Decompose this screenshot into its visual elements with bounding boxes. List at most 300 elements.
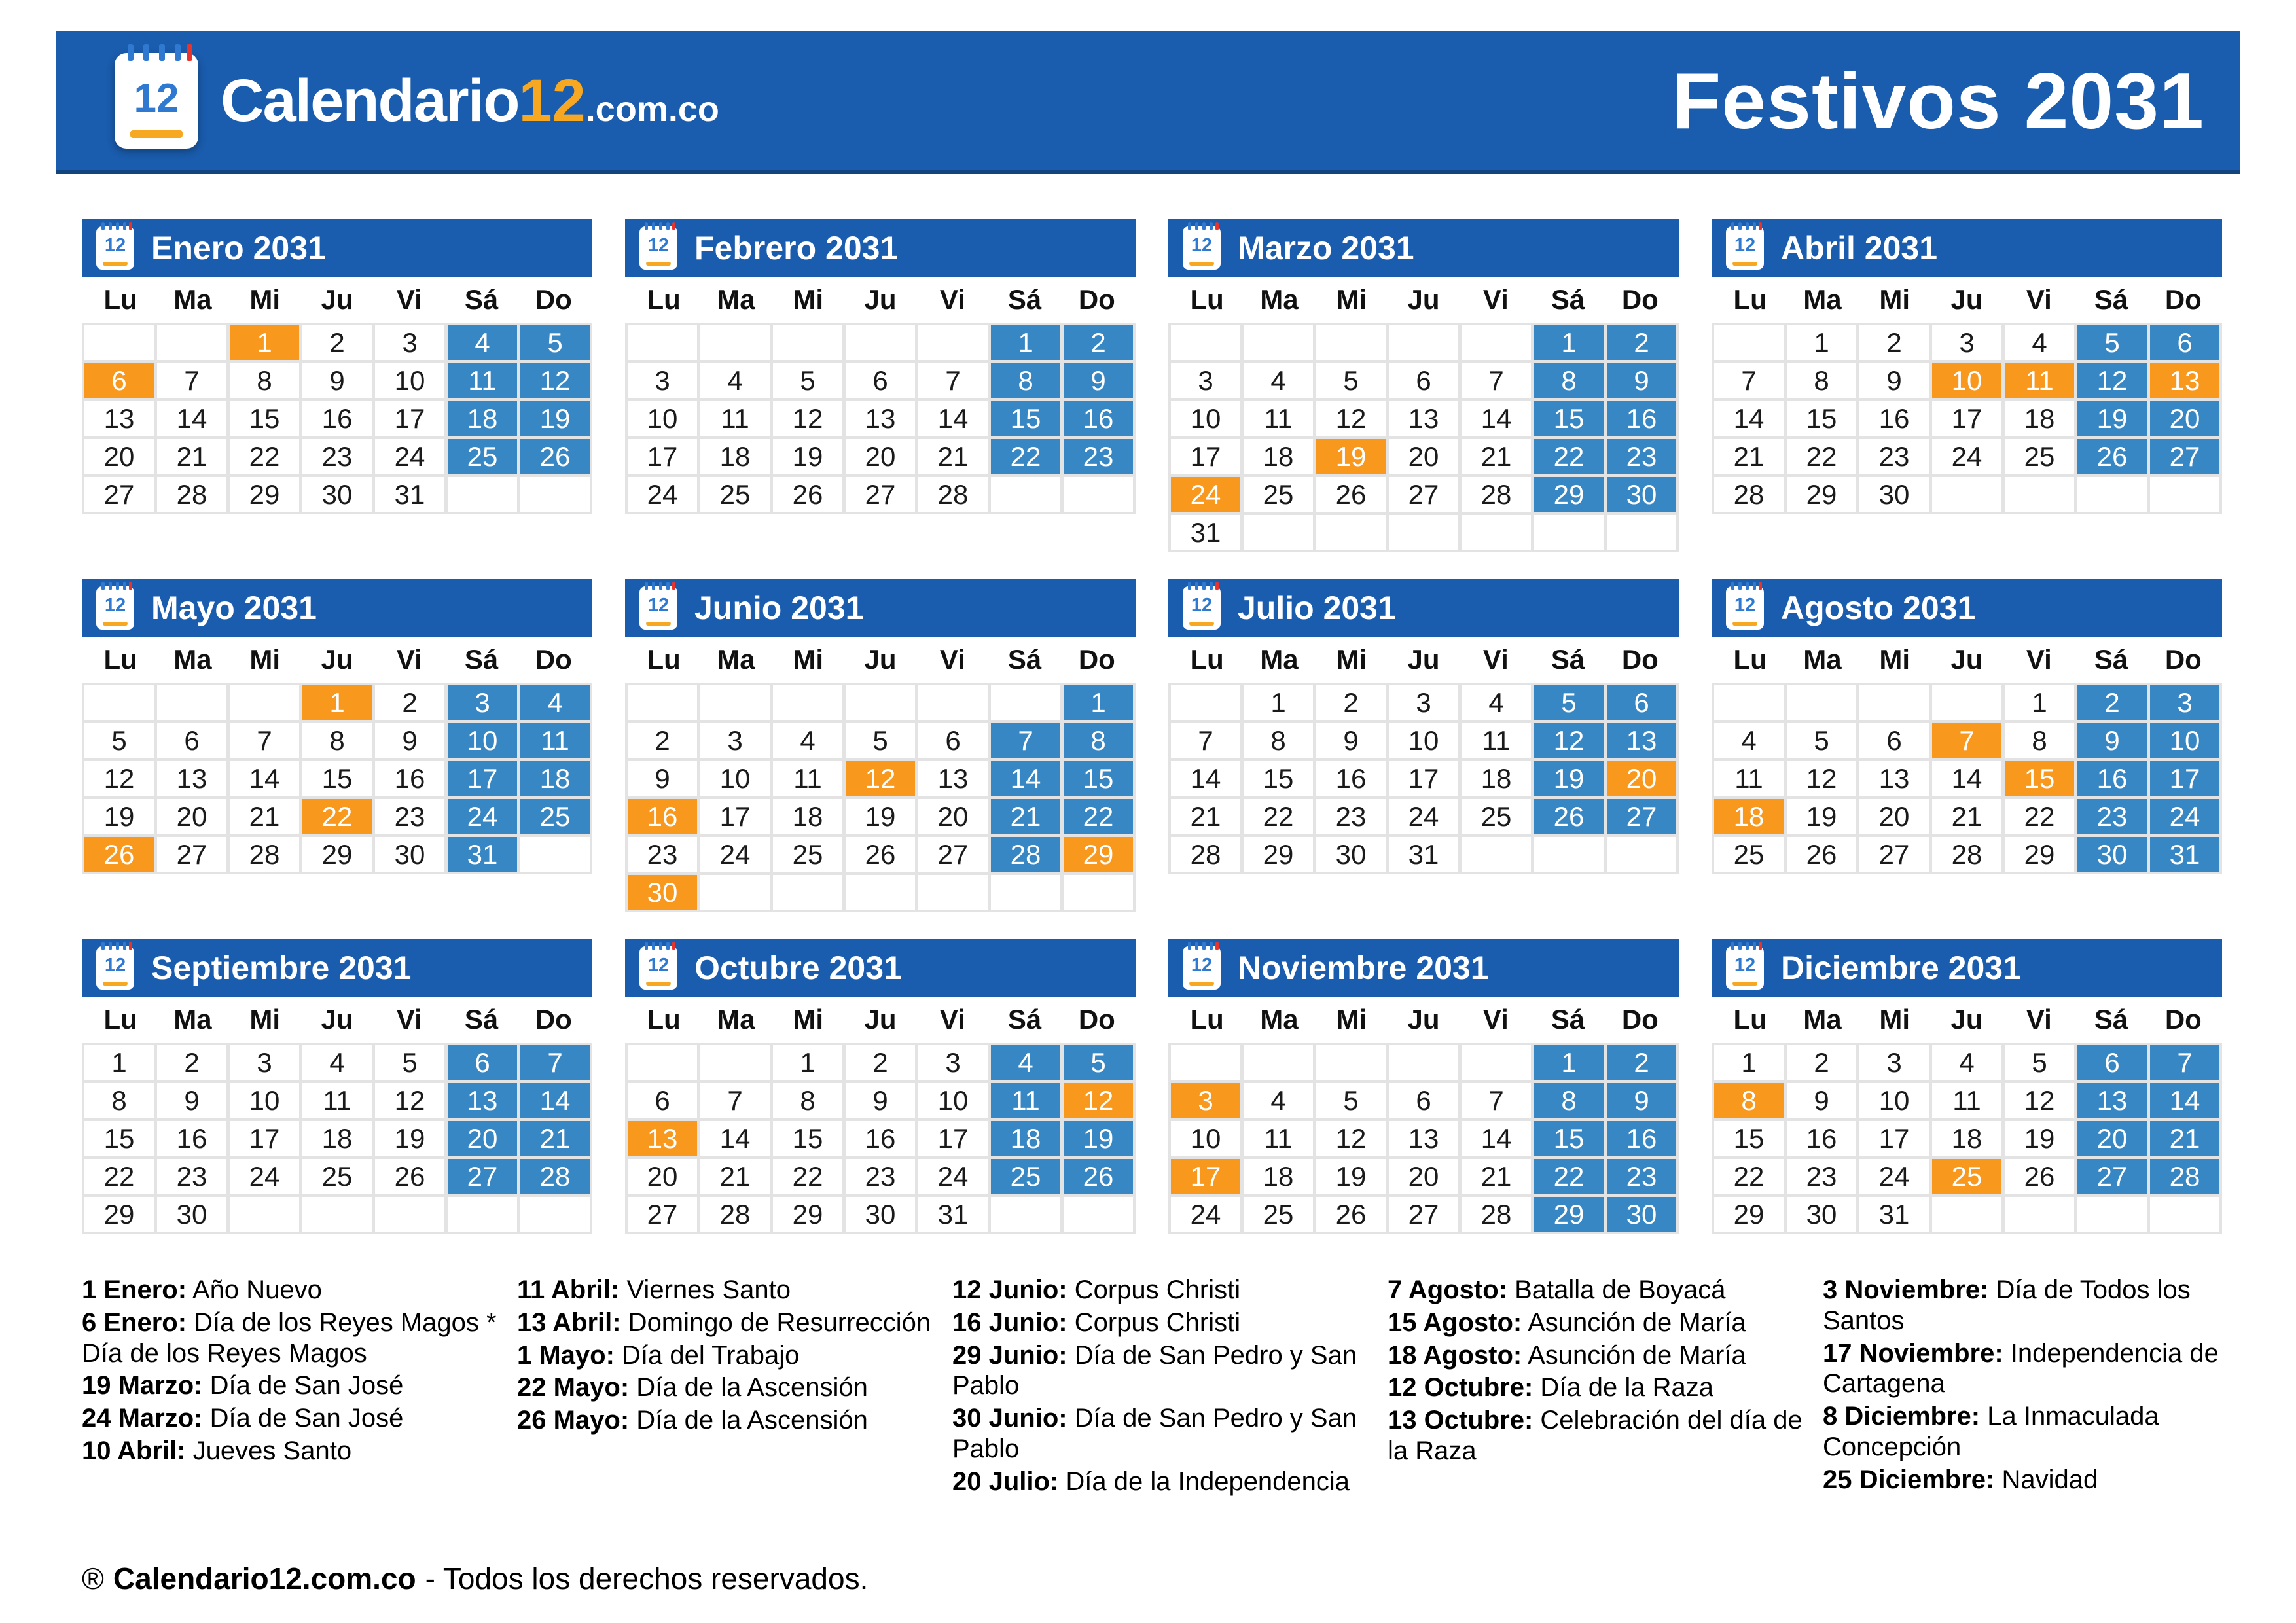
day-grid [82, 1043, 592, 1234]
icon-pin [123, 582, 126, 590]
day-cell [700, 685, 770, 720]
day-cell: 13 [1389, 1121, 1458, 1156]
day-cell: 2 [157, 1045, 226, 1080]
day-cell [1932, 477, 2001, 512]
day-cell: 3 [918, 1045, 988, 1080]
day-cell [1064, 875, 1133, 910]
day-cell: 7 [1932, 723, 2001, 758]
day-grid [1712, 683, 2222, 874]
icon-number: 12 [1191, 235, 1213, 256]
day-cell: 22 [302, 799, 372, 834]
day-cell: 31 [1389, 837, 1458, 872]
day-cell: 9 [157, 1083, 226, 1118]
day-cell [628, 1045, 697, 1080]
day-cell: 2 [1607, 1045, 1676, 1080]
weekday-label: Vi [939, 1004, 965, 1035]
day-cell: 20 [1859, 799, 1929, 834]
day-cell: 15 [2005, 761, 2074, 796]
weekday-label: Vi [2026, 284, 2052, 315]
day-cell: 11 [991, 1083, 1060, 1118]
day-cell: 27 [1859, 837, 1929, 872]
icon-number: 12 [1191, 955, 1213, 976]
day-cell: 16 [1607, 401, 1676, 436]
day-cell: 4 [1714, 723, 1784, 758]
icon-number: 12 [104, 955, 126, 976]
day-cell: 23 [1787, 1159, 1856, 1194]
day-cell [1244, 1045, 1313, 1080]
month-title: Febrero 2031 [694, 230, 899, 266]
day-cell [84, 685, 154, 720]
weekday-label: Sá [2094, 644, 2128, 675]
legend-item-date: 10 Abril: [82, 1436, 186, 1465]
day-cell: 15 [84, 1121, 154, 1156]
icon-pin [1188, 222, 1191, 230]
day-cell: 7 [520, 1045, 590, 1080]
day-cell: 26 [1316, 1197, 1386, 1232]
day-cell: 20 [846, 439, 915, 474]
day-cell: 6 [1389, 363, 1458, 398]
day-cell: 11 [1244, 1121, 1313, 1156]
day-cell: 18 [2005, 401, 2074, 436]
icon-pin [645, 222, 648, 230]
day-cell [1787, 685, 1856, 720]
day-cell: 14 [230, 761, 299, 796]
weekday-label: Ju [1950, 1004, 1983, 1035]
day-cell: 21 [918, 439, 988, 474]
day-cell [520, 477, 590, 512]
day-cell [1171, 685, 1240, 720]
day-cell [1932, 1197, 2001, 1232]
site-logo[interactable] [115, 53, 719, 149]
day-cell: 17 [628, 439, 697, 474]
month-header [1712, 219, 2222, 277]
day-cell: 27 [448, 1159, 517, 1194]
weekday-row [82, 997, 592, 1043]
day-cell: 1 [84, 1045, 154, 1080]
weekday-label: Do [1621, 1004, 1659, 1035]
icon-pin [1188, 582, 1191, 590]
legend-column [1388, 1275, 1804, 1469]
day-cell: 29 [1064, 837, 1133, 872]
day-cell: 28 [1171, 837, 1240, 872]
day-cell: 18 [448, 401, 517, 436]
legend-item-date: 12 Junio: [952, 1275, 1067, 1304]
day-cell: 24 [918, 1159, 988, 1194]
day-cell: 19 [1316, 439, 1386, 474]
legend-item-date: 20 Julio: [952, 1467, 1059, 1496]
day-cell [2150, 477, 2219, 512]
footer-brand: Calendario12.com.co [113, 1561, 416, 1596]
legend-item-name: Asunción de María [1522, 1308, 1746, 1337]
day-cell: 4 [773, 723, 842, 758]
month-title: Septiembre 2031 [151, 950, 412, 986]
day-cell: 10 [2150, 723, 2219, 758]
day-cell: 7 [991, 723, 1060, 758]
month-title: Julio 2031 [1238, 590, 1396, 626]
month-card [1712, 219, 2222, 579]
month-card [1168, 219, 1679, 579]
legend-item-name: Navidad [1994, 1465, 2098, 1494]
weekday-label: Ma [173, 284, 212, 315]
legend-item [1823, 1465, 2240, 1495]
weekday-label: Do [1621, 284, 1659, 315]
icon-pin [1210, 942, 1213, 950]
month-card [625, 579, 1136, 939]
icon-pin [652, 942, 655, 950]
day-cell: 2 [1607, 325, 1676, 360]
day-cell: 5 [846, 723, 915, 758]
weekday-row [82, 277, 592, 323]
day-cell: 7 [157, 363, 226, 398]
day-cell [448, 1197, 517, 1232]
day-cell: 13 [2150, 363, 2219, 398]
day-cell [1462, 837, 1531, 872]
icon-pin [116, 222, 119, 230]
weekday-label: Sá [2094, 1004, 2128, 1035]
day-cell: 10 [1389, 723, 1458, 758]
day-cell: 3 [448, 685, 517, 720]
weekday-label: Do [535, 1004, 572, 1035]
day-cell: 31 [1859, 1197, 1929, 1232]
day-cell: 6 [846, 363, 915, 398]
icon-pin [109, 582, 112, 590]
day-cell: 29 [2005, 837, 2074, 872]
month-header [1712, 579, 2222, 637]
day-cell: 21 [1714, 439, 1784, 474]
day-cell: 4 [302, 1045, 372, 1080]
day-cell: 16 [2077, 761, 2147, 796]
legend-item-date: 11 Abril: [517, 1275, 620, 1304]
icon-pin [672, 222, 675, 230]
day-cell: 18 [991, 1121, 1060, 1156]
day-cell: 5 [1316, 1083, 1386, 1118]
icon-pin [645, 942, 648, 950]
day-cell: 19 [375, 1121, 444, 1156]
day-cell: 9 [1787, 1083, 1856, 1118]
day-cell: 13 [1389, 401, 1458, 436]
weekday-label: Vi [939, 284, 965, 315]
day-cell: 19 [84, 799, 154, 834]
weekday-row [1168, 637, 1679, 683]
day-cell: 1 [1534, 325, 1604, 360]
icon-pin [1746, 582, 1749, 590]
day-cell: 12 [1316, 401, 1386, 436]
weekday-row [1168, 997, 1679, 1043]
weekday-label: Ma [1803, 284, 1842, 315]
day-cell [700, 1045, 770, 1080]
day-cell: 2 [1064, 325, 1133, 360]
day-cell: 9 [628, 761, 697, 796]
day-cell: 14 [1714, 401, 1784, 436]
icon-pin [1759, 942, 1762, 950]
day-cell [700, 875, 770, 910]
day-cell: 28 [1932, 837, 2001, 872]
day-cell: 14 [991, 761, 1060, 796]
month-header [1712, 939, 2222, 997]
weekday-label: Sá [1551, 644, 1585, 675]
day-cell: 30 [628, 875, 697, 910]
day-cell: 14 [520, 1083, 590, 1118]
day-cell: 17 [1932, 401, 2001, 436]
day-cell: 24 [1171, 1197, 1240, 1232]
day-cell: 23 [1859, 439, 1929, 474]
weekday-label: Lu [1733, 284, 1767, 315]
legend-item-name: Día de la Raza [1533, 1373, 1713, 1402]
day-cell: 14 [2150, 1083, 2219, 1118]
day-cell: 5 [1316, 363, 1386, 398]
day-cell: 23 [2077, 799, 2147, 834]
day-cell: 27 [2077, 1159, 2147, 1194]
day-cell: 1 [2005, 685, 2074, 720]
calendar-icon [1726, 586, 1764, 630]
day-cell: 30 [157, 1197, 226, 1232]
weekday-label: Do [1078, 284, 1115, 315]
legend-item [1388, 1340, 1804, 1371]
day-cell: 16 [1859, 401, 1929, 436]
day-cell: 19 [1787, 799, 1856, 834]
icon-pin [1759, 222, 1762, 230]
logo-icon-slot [115, 53, 198, 149]
day-cell: 14 [700, 1121, 770, 1156]
weekday-row [1712, 637, 2222, 683]
weekday-label: Lu [1733, 1004, 1767, 1035]
day-cell: 16 [1607, 1121, 1676, 1156]
day-cell: 3 [2150, 685, 2219, 720]
icon-pin [101, 582, 105, 590]
day-cell: 13 [84, 401, 154, 436]
day-cell [1462, 515, 1531, 550]
day-cell: 29 [773, 1197, 842, 1232]
day-cell: 24 [375, 439, 444, 474]
legend-item [1388, 1372, 1804, 1403]
day-cell: 11 [302, 1083, 372, 1118]
day-cell: 26 [2077, 439, 2147, 474]
month-card [82, 219, 592, 579]
day-cell: 17 [375, 401, 444, 436]
day-cell: 24 [230, 1159, 299, 1194]
legend-item [1823, 1401, 2240, 1463]
weekday-label: Sá [464, 1004, 499, 1035]
day-cell [230, 1197, 299, 1232]
icon-pin [1738, 582, 1742, 590]
legend-item-name: Día de la Ascensión [629, 1373, 868, 1402]
day-cell: 10 [375, 363, 444, 398]
month-header [625, 579, 1136, 637]
legend-item-date: 26 Mayo: [517, 1406, 630, 1435]
day-cell: 9 [1859, 363, 1929, 398]
day-cell: 17 [2150, 761, 2219, 796]
icon-pin [129, 942, 132, 950]
weekday-label: Vi [2026, 1004, 2052, 1035]
legend-item-name: Día de San Pedro y San Pablo [952, 1340, 1357, 1400]
weekday-label: Do [2164, 284, 2202, 315]
day-cell: 18 [1462, 761, 1531, 796]
day-cell: 21 [1171, 799, 1240, 834]
day-cell [1534, 837, 1604, 872]
weekday-label: Mi [1879, 284, 1910, 315]
day-cell: 1 [1244, 685, 1313, 720]
day-cell: 5 [1064, 1045, 1133, 1080]
day-cell: 27 [2150, 439, 2219, 474]
day-cell: 11 [448, 363, 517, 398]
day-cell: 1 [1534, 1045, 1604, 1080]
icon-pin [666, 582, 670, 590]
day-cell: 10 [1171, 401, 1240, 436]
icon-number: 12 [647, 595, 670, 616]
legend-column [82, 1275, 499, 1469]
day-cell: 25 [520, 799, 590, 834]
day-cell: 17 [1171, 1159, 1240, 1194]
day-cell [628, 325, 697, 360]
day-cell: 8 [991, 363, 1060, 398]
day-grid [1168, 1043, 1679, 1234]
icon-pin [116, 942, 119, 950]
day-cell: 23 [302, 439, 372, 474]
weekday-label: Sá [464, 284, 499, 315]
day-cell: 25 [1244, 477, 1313, 512]
month-card [1168, 939, 1679, 1299]
day-cell: 16 [375, 761, 444, 796]
day-grid [1168, 323, 1679, 552]
day-cell: 29 [1534, 1197, 1604, 1232]
day-cell: 30 [1859, 477, 1929, 512]
day-cell: 30 [846, 1197, 915, 1232]
day-cell: 18 [520, 761, 590, 796]
calendar-icon [639, 226, 677, 270]
icon-pin [1202, 222, 1206, 230]
day-cell: 22 [230, 439, 299, 474]
day-cell: 11 [520, 723, 590, 758]
day-cell [773, 875, 842, 910]
day-cell: 27 [1389, 477, 1458, 512]
day-cell: 29 [230, 477, 299, 512]
day-grid [82, 323, 592, 514]
weekday-label: Do [2164, 644, 2202, 675]
icon-number: 12 [1734, 235, 1756, 256]
day-cell: 15 [1787, 401, 1856, 436]
weekday-label: Ju [321, 644, 353, 675]
day-cell: 14 [1171, 761, 1240, 796]
icon-pin [159, 44, 165, 61]
footer-text: - Todos los derechos reservados. [425, 1561, 869, 1596]
day-cell: 24 [448, 799, 517, 834]
icon-pin [1738, 942, 1742, 950]
weekday-label: Mi [1336, 644, 1367, 675]
icon-pin [1202, 582, 1206, 590]
day-cell: 30 [2077, 837, 2147, 872]
day-cell: 22 [773, 1159, 842, 1194]
day-cell: 10 [918, 1083, 988, 1118]
icon-pin [1731, 942, 1734, 950]
day-grid [82, 683, 592, 874]
day-cell: 1 [1714, 1045, 1784, 1080]
day-cell: 15 [1244, 761, 1313, 796]
weekday-row [1712, 277, 2222, 323]
calendar-icon [1726, 946, 1764, 990]
legend-item-date: 8 Diciembre: [1823, 1402, 1981, 1431]
weekday-label: Ma [1803, 1004, 1842, 1035]
day-cell: 31 [2150, 837, 2219, 872]
day-cell: 7 [1714, 363, 1784, 398]
calendar-icon [96, 586, 134, 630]
legend-item-date: 7 Agosto: [1388, 1275, 1507, 1304]
icon-pin [645, 582, 648, 590]
weekday-label: Mi [1879, 644, 1910, 675]
weekday-label: Sá [1551, 284, 1585, 315]
day-cell [918, 875, 988, 910]
calendar-icon [115, 53, 198, 149]
icon-pin [1210, 582, 1213, 590]
legend-item-name: Jueves Santo [185, 1436, 352, 1465]
weekday-label: Ju [864, 644, 897, 675]
day-cell: 12 [846, 761, 915, 796]
icon-pin [109, 222, 112, 230]
day-cell: 23 [1316, 799, 1386, 834]
day-cell: 7 [1171, 723, 1240, 758]
day-cell: 1 [1064, 685, 1133, 720]
day-cell: 29 [1787, 477, 1856, 512]
weekday-label: Lu [1733, 644, 1767, 675]
icon-pin [1195, 222, 1198, 230]
icon-pin [1195, 582, 1198, 590]
day-cell: 13 [157, 761, 226, 796]
day-cell: 18 [1714, 799, 1784, 834]
day-cell: 31 [448, 837, 517, 872]
month-title: Enero 2031 [151, 230, 326, 266]
weekday-label: Do [1621, 644, 1659, 675]
weekday-label: Ma [1260, 284, 1299, 315]
day-cell: 21 [2150, 1121, 2219, 1156]
month-title: Octubre 2031 [694, 950, 902, 986]
day-cell: 13 [1859, 761, 1929, 796]
day-cell [157, 325, 226, 360]
weekday-row [625, 637, 1136, 683]
calendar-icon [1726, 226, 1764, 270]
icon-number: 12 [104, 595, 126, 616]
icon-underline [1189, 622, 1214, 626]
legend-item [517, 1405, 934, 1436]
day-cell: 5 [773, 363, 842, 398]
icon-underline [1189, 262, 1214, 266]
day-cell: 10 [1932, 363, 2001, 398]
legend-item [517, 1372, 934, 1403]
icon-pin [129, 582, 132, 590]
day-cell: 8 [1534, 1083, 1604, 1118]
day-cell: 23 [1607, 439, 1676, 474]
legend-item-date: 19 Marzo: [82, 1371, 203, 1400]
weekday-label: Mi [793, 1004, 824, 1035]
day-cell [773, 325, 842, 360]
day-cell: 21 [991, 799, 1060, 834]
day-cell: 17 [1859, 1121, 1929, 1156]
day-cell: 21 [700, 1159, 770, 1194]
day-cell: 23 [157, 1159, 226, 1194]
legend-item-name: Día de San Pedro y San Pablo [952, 1404, 1357, 1463]
day-cell: 16 [846, 1121, 915, 1156]
weekday-label: Sá [2094, 284, 2128, 315]
day-cell: 24 [700, 837, 770, 872]
weekday-label: Lu [103, 1004, 137, 1035]
day-cell: 5 [375, 1045, 444, 1080]
day-cell: 25 [448, 439, 517, 474]
day-cell: 3 [700, 723, 770, 758]
day-cell: 1 [302, 685, 372, 720]
icon-pin [652, 582, 655, 590]
day-cell: 10 [1171, 1121, 1240, 1156]
month-header [1168, 579, 1679, 637]
weekday-label: Mi [793, 644, 824, 675]
month-title: Mayo 2031 [151, 590, 317, 626]
